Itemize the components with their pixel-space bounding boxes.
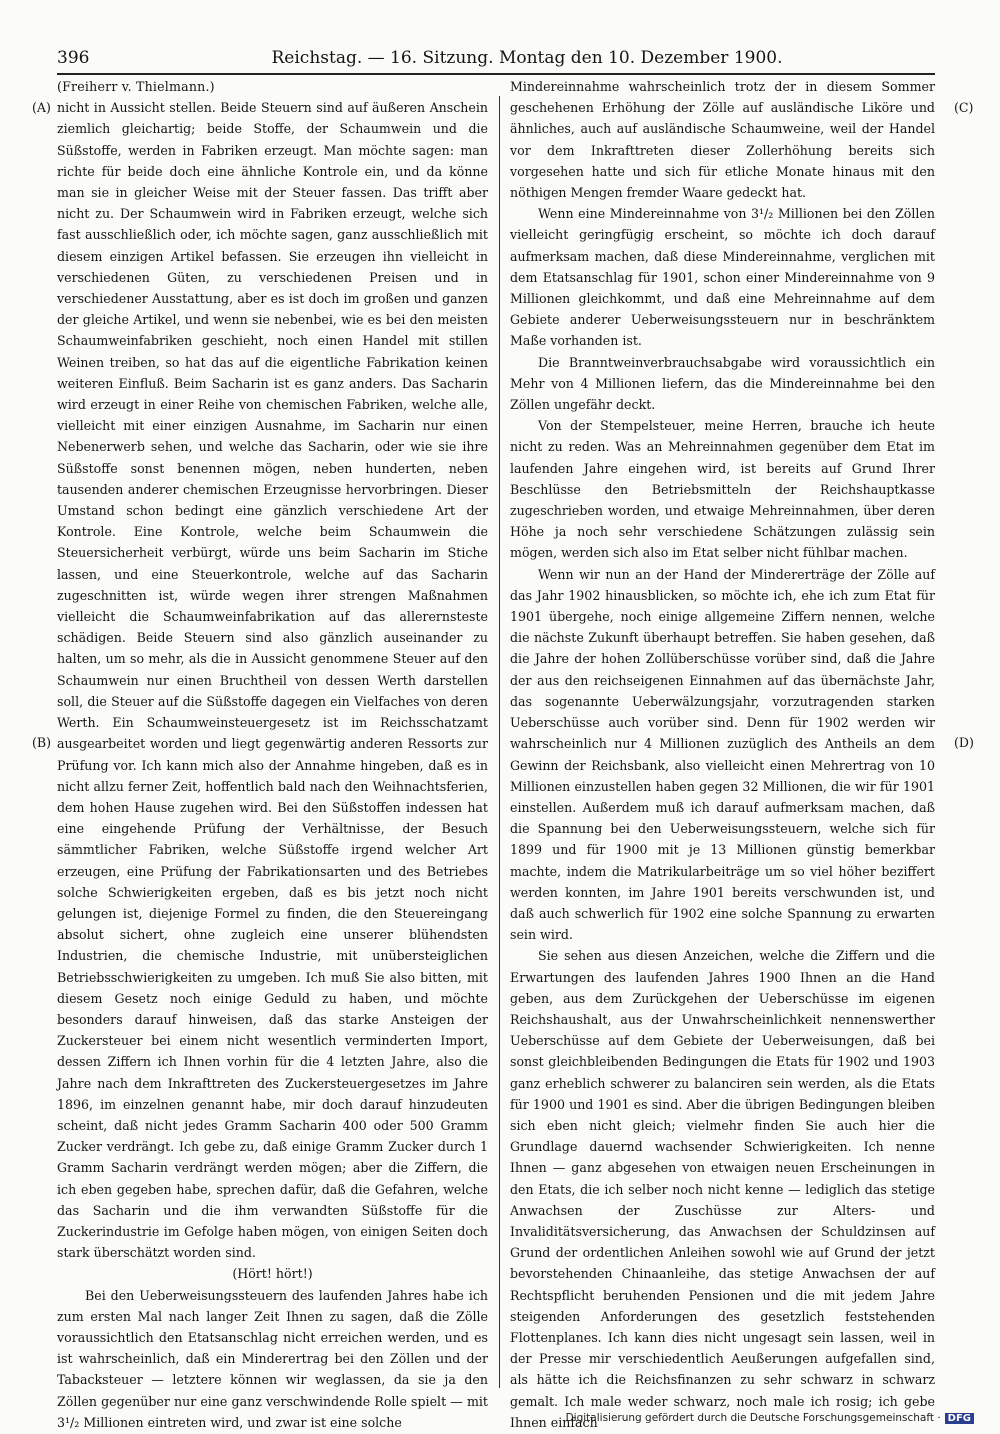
paragraph: Wenn wir nun an der Hand der Mindererträge der Zölle auf das Jahr 1902 hinausblicken, so möchte ich, ehe ich zum Etat für 1901 übergehe, noch einige allgemeine Ziffern nennen, welche die nächste Zukunft überhaupt betreffen. Sie haben gesehen, daß die Jahre der hohen Zollüberschüsse vorüber sind, daß die Jahre der aus den reichseigenen Einnahmen auf das übernächste Jahr, das sogenannte Ueberwälzungsjahr, vorzutragenden starken Ueberschüsse auch vorüber sind. Denn für 1902 werden wir wahrscheinlich nur 4 Millionen zuzüglich des Antheils an dem Gewinn der Reichsbank, also vielleicht einen Mehrertrag von 10 Millionen einzustellen haben gegen 32 Millionen, die wir für 1901 einstellen. Außerdem muß ich darauf aufmerksam machen, daß die Spannung bei den Ueberweisungssteuern, welche sich für 1899 und für 1900 mit je 13 Millionen günstig bemerkbar machte, indem die Matrikularbeiträge um so viel höher beziffert werden konnten, im Jahre 1901 bereits verschwunden ist, und daß auch schwerlich für 1902 eine solche Spannung zu erwarten sein wird. (510, 566, 935, 943)
margin-marker-b: (B) (32, 735, 52, 750)
paragraph: Von der Stempelsteuer, meine Herren, brauche ich heute nicht zu reden. Was an Mehreinnahmen gegenüber dem Etat im laufenden Jahre eingehen wird, ist bereits auf Grund Ihrer Beschlüsse den Betriebsmitteln der Reichshauptkasse zugeschrieben worden, und etwaige Mehreinnahmen, über deren Höhe ja noch sehr verschiedene Schätzungen zulässig sein mögen, werden sich also im Etat selber nicht fühlbar machen. (510, 418, 935, 561)
margin-marker-c: (C) (954, 100, 974, 115)
speaker-label: (Freiherr v. Thielmann.) (57, 79, 215, 94)
paragraph: Wenn eine Mindereinnahme von 3¹/₂ Millionen bei den Zöllen vielleicht geringfügig erscheint, so möchte ich doch darauf aufmerksam machen, daß diese Mindereinnahme, verglichen mit dem Etatsanschlag für 1901, schon einer Mindereinnahme von 9 Millionen gleichkommt, und daß eine Mehreinnahme auf dem Gebiete anderer Ueberweisungssteuern nur in beschränktem Maße vorhanden ist. (510, 206, 935, 349)
left-column (57, 76, 488, 1433)
column-divider (499, 96, 500, 1388)
margin-marker-a: (A) (32, 100, 51, 115)
dfg-logo: DFG (945, 1413, 974, 1424)
running-title: Reichstag. — 16. Sitzung. Montag den 10. Dezember 1900. (271, 48, 783, 68)
paragraph: Bei den Ueberweisungssteuern des laufenden Jahres habe ich zum ersten Mal nach langer Zeit Ihnen zu sagen, daß die Zölle voraussichtlich den Etatsanschlag nicht erreichen werden, und es ist wahrscheinlich, daß ein Minderertrag bei den Zöllen und der Tabacksteuer — letztere können wir weglassen, da sie ja den Zöllen gegenüber nur eine ganz verschwindende Rolle spielt — mit 3¹/₂ Millionen eintreten wird, und zwar ist eine solche (57, 1287, 488, 1430)
right-column (510, 76, 935, 1433)
page-number: 396 (57, 48, 90, 68)
paragraph: Die Branntweinverbrauchsabgabe wird voraussichtlich ein Mehr von 4 Millionen liefern, das die Mindereinnahme bei den Zöllen ungefähr deckt. (510, 354, 935, 413)
paragraph: Sie sehen aus diesen Anzeichen, welche die Ziffern und die Erwartungen des laufenden Jahres 1900 Ihnen an die Hand geben, aus dem Zurückgehen der Ueberschüsse im eigenen Reichshaushalt, aus der Unwahrscheinlichkeit nennenswerther Ueberschüsse auf dem Gebiete der Ueberweisungen, daß bei sonst gleichbleibenden Bedingungen die Etats für 1902 und 1903 ganz erheblich schwerer zu balanciren sein werden, als die Etats für 1900 und 1901 es sind. Aber die übrigen Bedingungen bleiben sich eben nicht gleich; vielmehr finden Sie auch hier die Grundlage dauernd wachsender Schwierigkeiten. Ich nenne Ihnen — ganz abgesehen von etwaigen neuen Erscheinungen in den Etats, die ich selber noch nicht kenne — lediglich das stetige Anwachsen der Zuschüsse zur Alters- und Invaliditätsversicherung, das Anwachsen der Schuldzinsen auf Grund der ordentlichen Anleihen sowohl wie auf Grund der jetzt bevorstehenden Chinaanleihe, das stetige Anwachsen der auf Rechtspflicht beruhenden Pensionen und die mit jedem Jahre steigenden Anforderungen des gesetzlich feststehenden Flottenplanes. Ich kann dies nicht ungesagt sein lassen, weil in der Presse mir verschiedentlich Aeußerungen aufgefallen sind, als hätte ich die Reichsfinanzen zu sehr schwarz in schwarz gemalt. Ich male weder schwarz, noch male ich rosig; ich gebe Ihnen einfach (510, 948, 935, 1430)
header-rule (57, 73, 935, 75)
digitization-credit (566, 1412, 974, 1424)
interjection: (Hört! hört!) (232, 1266, 313, 1282)
margin-marker-d: (D) (954, 735, 974, 750)
page-header (57, 48, 935, 72)
credit-text: Digitalisierung gefördert durch die Deutsche Forschungsgemeinschaft · (565, 1412, 941, 1424)
paragraph: nicht in Aussicht stellen. Beide Steuern sind auf äußeren Anschein ziemlich gleichartig; beide Stoffe, der Schaumwein und die Süßstoffe, werden in Fabriken erzeugt. Man möchte sagen: man richte für beide doch eine ähnliche Kontrole ein, und da könne man sie in gleicher Weise mit der Steuer fassen. Das trifft aber nicht zu. Der Schaumwein wird in Fabriken erzeugt, welche sich fast ausschließlich oder, ich möchte sagen, ganz ausschließlich mit diesem einzigen Artikel befassen. Sie erzeugen ihn vielleicht in verschiedenen Güten, zu verschiedenen Preisen und in verschiedener Ausstattung, aber es ist doch im großen und ganzen der gleiche Artikel, und wenn sie nebenbei, wie es bei den meisten Schaumweinfabriken geschieht, noch einen Handel mit stillen Weinen treiben, so hat das auf die eigentliche Fabrikation keinen weiteren Einfluß. Beim Sacharin ist es ganz anders. Das Sacharin wird erzeugt in einer Reihe von chemischen Fabriken, welche alle, vielleicht mit einer einzigen Ausnahme, im Sacharin nur einen Nebenerwerb sehen, und welche das Sacharin, oder wie sie ihre Süßstoffe sonst benennen mögen, neben hunderten, neben tausenden anderer chemischen Erzeugnisse hervorbringen. Dieser Umstand schon bedingt eine gänzlich verschiedene Art der Kontrole. Eine Kontrole, welche beim Schaumwein die Steuersicherheit verbürgt, würde uns beim Sacharin im Stiche lassen, und eine Steuerkontrole, welche auf das Sacharin zugeschnitten ist, würde wegen ihrer strengen Maßnahmen vielleicht die Schaumweinfabrikation auf das allerernsteste schädigen. Beide Steuern sind also gänzlich auseinander zu halten, um so mehr, als die in Aussicht genommene Steuer auf den Schaumwein nur einen Bruchtheil von dessen Werth darstellen soll, die Steuer auf die Süßstoffe dagegen ein Vielfaches von deren Werth. Ein Schaumweinsteuergesetz ist im Reichsschatzamt ausgearbeitet worden und liegt gegenwärtig anderen Ressorts zur Prüfung vor. Ich kann mich also der Annahme hingeben, daß es in nicht allzu ferner Zeit, hoffentlich bald nach den Weihnachtsferien, dem hohen Hause zugehen wird. Bei den Süßstoffen indessen hat eine eingehende Prüfung der Verhältnisse, der Besuch sämmtlicher Fabriken, welche Süßstoffe irgend welcher Art erzeugen, eine Prüfung der Fabrikationsarten und des Betriebes solche Schwierigkeiten ergeben, daß es bis jetzt noch nicht gelungen ist, diejenige Formel zu finden, die den Steuereingang absolut sichert, ohne zugleich eine unserer blühendsten Industrien, die chemische Industrie, mit unübersteiglichen Betriebsschwierigkeiten zu umgeben. Ich muß Sie also bitten, mit diesem Gesetz noch einige Geduld zu haben, und möchte besonders darauf hinweisen, daß das starke Ansteigen der Zuckersteuer bei einem nicht wesentlich verminderten Import, dessen Ziffern ich Ihnen vorhin für die 4 letzten Jahre, also die Jahre nach dem Inkrafttreten des Zuckersteuergesetzes im Jahre 1896, im einzelnen genannt habe, mir doch darauf hinzudeuten scheint, daß nicht jedes Gramm Sacharin 400 oder 500 Gramm Zucker verdrängt. Ich gebe zu, daß einige Gramm Zucker durch 1 Gramm Sacharin verdrängt werden mögen; aber die Ziffern, die ich eben gegeben habe, sprechen dafür, daß die Gefahren, welche das Sacharin und die ihm verwandten Süßstoffe für die Zuckerindustrie im Gefolge haben mögen, von einigen Seiten doch stark überschätzt worden sind. (57, 100, 488, 1261)
paragraph: Mindereinnahme wahrscheinlich trotz der in diesem Sommer geschehenen Erhöhung der Zölle auf ausländische Liköre und ähnliches, auch auf ausländische Schaumweine, weil der Handel vor dem Inkrafttreten dieser Zollerhöhung bereits sich vorgesehen hatte und sich für etliche Monate hinaus mit den nöthigen Mengen fremder Waare gedeckt hat. (510, 79, 935, 201)
